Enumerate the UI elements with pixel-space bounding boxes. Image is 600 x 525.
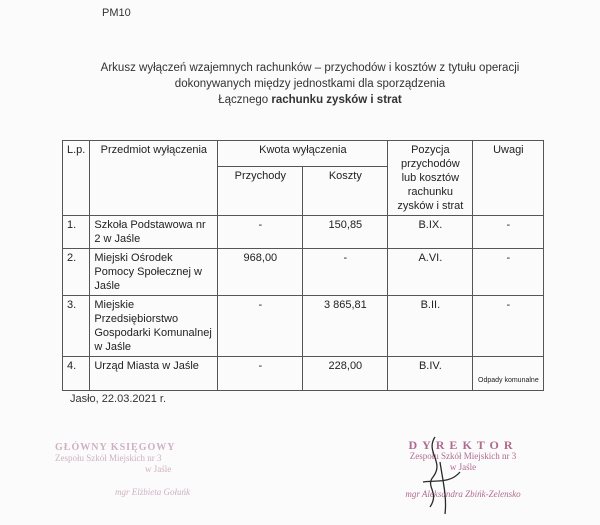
heading-line-2: dokonywanych między jednostkami dla sporządzenia [174, 78, 446, 90]
header-lp: L.p. [63, 141, 90, 216]
cell-income: - [218, 296, 303, 357]
cell-subject: Urząd Miasta w Jaśle [90, 357, 218, 391]
stamp-right-name: mgr Aleksandra Zbińk-Zelensko [405, 489, 521, 499]
cell-costs: 150,85 [303, 216, 388, 249]
stamp-left-title: GŁÓWNY KSIĘGOWY [55, 442, 176, 453]
cell-subject: Szkoła Podstawowa nr 2 w Jaśle [90, 216, 218, 249]
place-date: Jasło, 22.03.2021 r. [70, 393, 167, 405]
document-heading [70, 60, 550, 108]
heading-line-3 [70, 92, 550, 108]
cell-lp: 4. [63, 357, 90, 391]
cell-lp: 1. [63, 216, 90, 249]
cell-lp: 2. [63, 249, 90, 296]
cell-income: 968,00 [218, 249, 303, 296]
document-code: PM10 [102, 7, 131, 19]
header-subject: Przedmiot wyłączenia [90, 141, 218, 216]
table-row [63, 249, 544, 296]
heading-line-1: Arkusz wyłączeń wzajemnych rachunków – przychodów i kosztów z tytułu operacji [100, 62, 520, 74]
stamp-right-sub: w Jaśle [449, 462, 477, 472]
table-row [63, 296, 544, 357]
stamp-left-sub: w Jaśle [145, 464, 172, 474]
cell-position: B.II. [388, 296, 473, 357]
header-remarks: Uwagi [473, 141, 544, 216]
cell-subject: Miejski Ośrodek Pomocy Społecznej w Jaśle [90, 249, 218, 296]
cell-position: B.IV. [388, 357, 473, 391]
cell-remarks: - [473, 249, 544, 296]
cell-costs: 228,00 [303, 357, 388, 391]
cell-income: - [218, 357, 303, 391]
cell-remarks: - [473, 296, 544, 357]
cell-costs: 3 865,81 [303, 296, 388, 357]
stamp-right-title: DYREKTOR [408, 438, 518, 452]
heading-line-3-bold: rachunku zysków i strat [271, 94, 402, 106]
cell-income: - [218, 216, 303, 249]
chief-accountant-stamp [55, 442, 285, 498]
cell-costs: - [303, 249, 388, 296]
heading-line-3-prefix: Łącznego [218, 94, 272, 106]
stamp-left-org: Zespołu Szkół Miejskich nr 3 [55, 453, 162, 463]
cell-lp: 3. [63, 296, 90, 357]
cell-remarks: - [473, 216, 544, 249]
elimination-table [62, 140, 544, 391]
stamp-right-org: Zespołu Szkół Miejskich nr 3 [409, 451, 517, 461]
cell-subject: Miejskie Przedsiębiorstwo Gospodarki Komunalnej w Jaśle [90, 296, 218, 357]
table-row [63, 357, 544, 391]
table-row [63, 216, 544, 249]
header-income: Przychody [218, 166, 303, 215]
header-costs: Koszty [303, 166, 388, 215]
stamp-left-name: mgr Elżbieta Gołuńk [115, 487, 190, 497]
cell-position: B.IX. [388, 216, 473, 249]
cell-remarks: Odpady komunalne [473, 357, 544, 391]
header-position: Pozycja przychodów lub kosztów rachunku zysków i strat [388, 141, 473, 216]
cell-position: A.VI. [388, 249, 473, 296]
director-signature-icon [405, 432, 475, 517]
header-amount: Kwota wyłączenia [218, 141, 388, 167]
